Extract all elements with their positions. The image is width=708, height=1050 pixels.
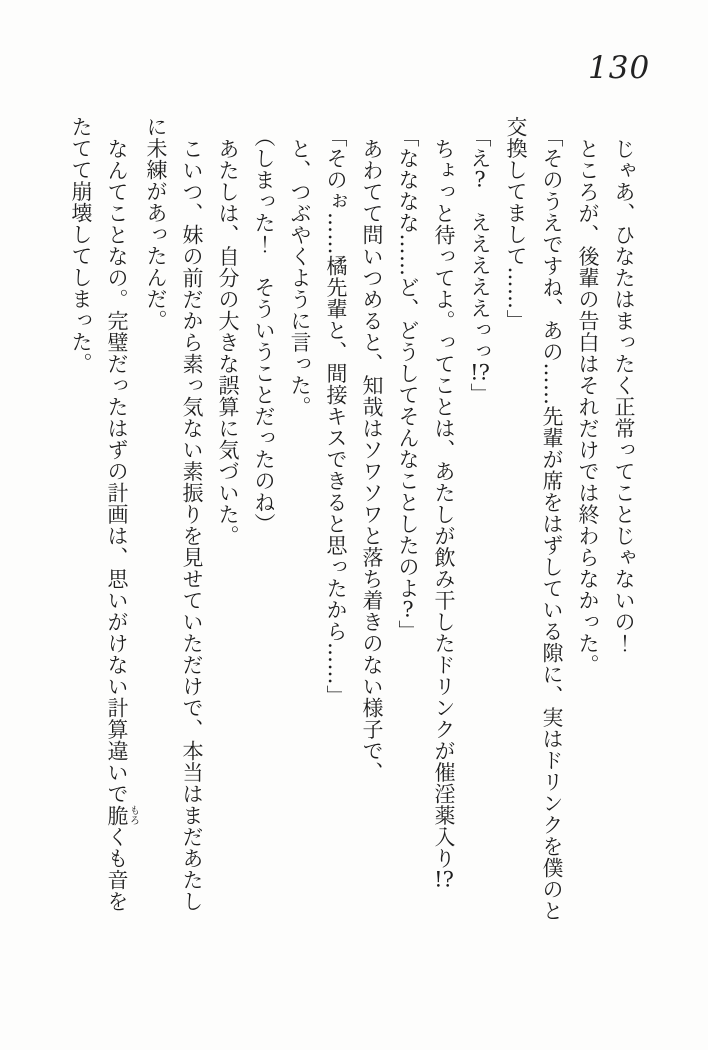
paragraph: ちょっと待ってよ。ってことは、あたしが飲み干したドリンクが催淫薬入り!? [432, 138, 456, 890]
paragraph: 「そのうえですね、あの……先輩が席をはずしている隙に、実はドリンクを僕のと交換してまして……」 [504, 116, 564, 922]
paragraph: （しまった！ そういうことだったのね） [252, 126, 276, 535]
paragraph: と、つぶやくように言った。 [288, 138, 312, 418]
paragraph: じゃあ、ひなたはまったく正常ってことじゃないの！ [612, 138, 636, 654]
paragraph: ところが、後輩の告白はそれだけでは終わらなかった。 [576, 138, 600, 676]
tate-chu-yoko-punctuation: !? [434, 869, 454, 890]
text-body [63, 116, 642, 930]
tate-chu-yoko-punctuation: ? [474, 169, 486, 190]
paragraph: あたしは、自分の大きな誤算に気づいた。 [216, 138, 240, 547]
tate-chu-yoko-punctuation: ? [402, 599, 414, 620]
paragraph: 「そのぉ……橘先輩と、間接キスできると思ったから……」 [324, 126, 348, 707]
ruby-annotated-text: 脆もろ [105, 804, 139, 826]
paragraph: こいつ、妹の前だから素っ気ない素振りを見せていただけで、本当はまだあたしに未練があったんだ。 [144, 116, 204, 912]
paragraph: あわてて問いつめると、知哉はソワソワと落ち着きのない様子で、 [360, 138, 384, 783]
paragraph: なんてことなの。完璧だったはずの計画は、思いがけない計算違いで脆もろくも音をたてて崩壊してしまった。 [69, 116, 139, 912]
paragraph: 「なななな……ど、どうしてそんなことしたのよ?」 [396, 126, 420, 642]
paragraph: 「え? えええええっっ!?」 [468, 126, 492, 405]
page-number: 130 [588, 50, 651, 86]
tate-chu-yoko-punctuation: !? [470, 362, 490, 383]
